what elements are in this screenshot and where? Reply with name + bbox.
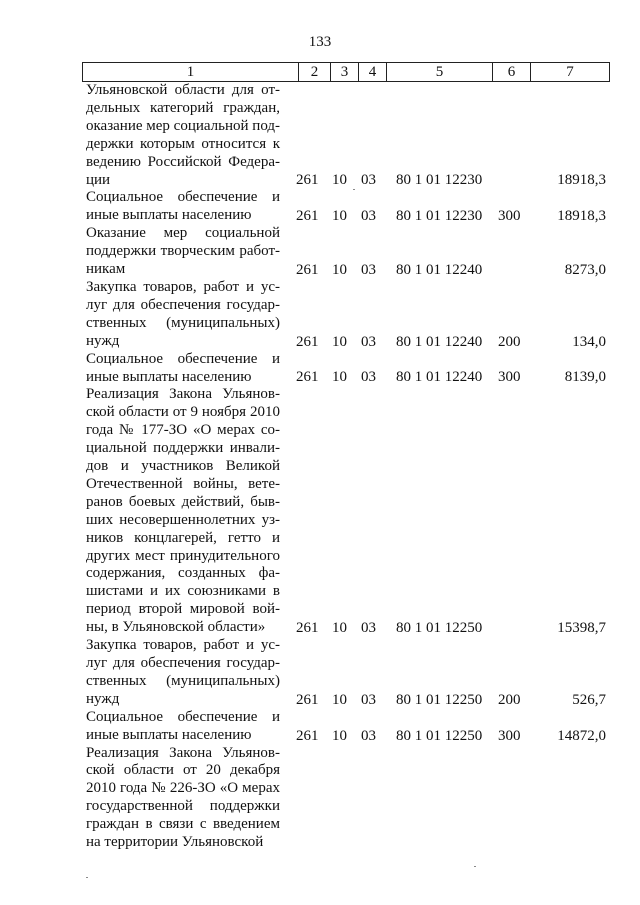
- header-col-1: 1: [83, 63, 299, 81]
- table-header: [82, 62, 610, 82]
- subsection-code: 10: [332, 208, 347, 225]
- description-line: Закупка товаров, работ и ус-: [86, 637, 280, 654]
- description-line: Социальное обеспечение и: [86, 189, 280, 206]
- header-col-4: 4: [359, 63, 387, 81]
- target-article-code: 80 1 01 12240: [396, 261, 483, 278]
- description-line: Реализация Закона Ульянов-: [86, 386, 280, 403]
- item-code: 03: [361, 691, 376, 708]
- amount-value: 14872,0: [557, 727, 606, 744]
- description-line: дов и участников Великой: [86, 458, 280, 475]
- description-line: ведению Российской Федера-: [86, 153, 280, 170]
- description-line: никам: [86, 261, 126, 278]
- amount-value: 15398,7: [557, 620, 606, 637]
- description-line: иные выплаты населению: [86, 368, 252, 385]
- row-values: [0, 834, 640, 852]
- section-code: 261: [296, 172, 319, 189]
- row-values: [0, 261, 640, 279]
- description-line: 2010 года № 226-ЗО «О мерах: [86, 780, 280, 797]
- description-line: дельных категорий граждан,: [86, 99, 280, 116]
- section-code: 261: [296, 620, 319, 637]
- subsection-code: 10: [332, 691, 347, 708]
- description-line: государственной поддержки: [86, 798, 280, 815]
- target-article-code: 80 1 01 12240: [396, 333, 483, 350]
- description-line: ников концлагерей, гетто и: [86, 529, 280, 546]
- header-col-2: 2: [299, 63, 331, 81]
- header-col-6: 6: [493, 63, 531, 81]
- header-col-5: 5: [387, 63, 493, 81]
- description-line: держки которым относится к: [86, 135, 280, 152]
- description-line: Закупка товаров, работ и ус-: [86, 278, 280, 295]
- scan-speck: [86, 877, 88, 878]
- amount-value: 526,7: [572, 691, 606, 708]
- description-line: граждан в связи с введением: [86, 816, 280, 833]
- subsection-code: 10: [332, 727, 347, 744]
- description-line: луг для обеспечения государ-: [86, 296, 280, 313]
- row-values: [0, 691, 640, 709]
- target-article-code: 80 1 01 12240: [396, 369, 483, 386]
- description-line: Социальное обеспечение и: [86, 708, 280, 725]
- description-line: иные выплаты населению: [86, 726, 252, 743]
- scan-speck: [474, 866, 476, 867]
- expense-type-code: 200: [498, 691, 521, 708]
- description-line: поддержки творческим работ-: [86, 243, 280, 260]
- expense-type-code: 200: [498, 333, 521, 350]
- table-row: [0, 279, 640, 351]
- table-row: [0, 225, 640, 279]
- header-col-7: 7: [566, 64, 574, 80]
- section-code: 261: [296, 208, 319, 225]
- page-number: 133: [308, 34, 332, 50]
- amount-value: 134,0: [572, 333, 606, 350]
- subsection-code: 10: [332, 172, 347, 189]
- description-line: луг для обеспечения государ-: [86, 655, 280, 671]
- description-line: содержания, созданных фа-: [86, 565, 280, 582]
- expense-type-code: 300: [498, 727, 521, 744]
- expense-type-code: 300: [498, 208, 521, 225]
- description-line: нужд: [86, 332, 120, 349]
- row-values: [0, 368, 640, 386]
- description-line: ших несовершеннолетних уз-: [86, 511, 280, 528]
- description-line: период второй мировой вой-: [86, 601, 280, 618]
- item-code: 03: [361, 620, 376, 637]
- description-line: ственных (муниципальных): [86, 672, 280, 689]
- description-line: Реализация Закона Ульянов-: [86, 744, 280, 761]
- description-line: ской области от 20 декабря: [86, 762, 280, 779]
- item-code: 03: [361, 172, 376, 189]
- description-line: нужд: [86, 690, 120, 707]
- description-line: Отечественной войны, вете-: [86, 475, 280, 492]
- description-line: Оказание мер социальной: [86, 225, 280, 242]
- table-row: [0, 709, 640, 745]
- row-values: [0, 619, 640, 637]
- scan-speck: [353, 189, 355, 190]
- description-line: ской области от 9 ноября 2010: [86, 404, 280, 421]
- amount-value: 18918,3: [557, 208, 606, 225]
- table-row: [0, 386, 640, 637]
- item-code: 03: [361, 333, 376, 350]
- target-article-code: 80 1 01 12250: [396, 620, 483, 637]
- table-row: [0, 637, 640, 709]
- table-row: [0, 351, 640, 387]
- item-code: 03: [361, 261, 376, 278]
- description-line: ции: [86, 171, 111, 188]
- table-row: [0, 189, 640, 225]
- target-article-code: 80 1 01 12250: [396, 691, 483, 708]
- description-line: Социальное обеспечение и: [86, 350, 280, 367]
- section-code: 261: [296, 333, 319, 350]
- description-line: шистами и их союзниками в: [86, 583, 280, 600]
- target-article-code: 80 1 01 12230: [396, 172, 483, 189]
- description-line: ранов боевых действий, быв-: [86, 493, 280, 510]
- description-line: оказание мер социальной под-: [86, 117, 281, 134]
- description-line: ны, в Ульяновской области»: [86, 619, 266, 636]
- description-line: других мест принудительного: [86, 547, 280, 564]
- target-article-code: 80 1 01 12250: [396, 727, 483, 744]
- item-code: 03: [361, 369, 376, 386]
- row-values: [0, 333, 640, 351]
- amount-value: 8273,0: [564, 261, 606, 278]
- header-col-3: 3: [331, 63, 359, 81]
- row-description: [86, 386, 280, 637]
- section-code: 261: [296, 261, 319, 278]
- section-code: 261: [296, 369, 319, 386]
- description-line: года № 177-ЗО «О мерах со-: [86, 422, 280, 439]
- table-row: [0, 82, 640, 189]
- subsection-code: 10: [332, 620, 347, 637]
- table-row: [0, 745, 640, 852]
- section-code: 261: [296, 727, 319, 744]
- row-values: [0, 171, 640, 189]
- subsection-code: 10: [332, 261, 347, 278]
- description-line: иные выплаты населению: [86, 207, 252, 224]
- subsection-code: 10: [332, 333, 347, 350]
- row-values: [0, 207, 640, 225]
- target-article-code: 80 1 01 12230: [396, 208, 483, 225]
- table-body: [0, 82, 640, 852]
- description-line: на территории Ульяновской: [86, 834, 264, 851]
- description-line: циальной поддержки инвали-: [86, 440, 280, 457]
- expense-type-code: 300: [498, 369, 521, 386]
- amount-value: 8139,0: [564, 369, 606, 386]
- description-line: ственных (муниципальных): [86, 314, 280, 331]
- section-code: 261: [296, 691, 319, 708]
- amount-value: 18918,3: [557, 172, 606, 189]
- row-values: [0, 727, 640, 745]
- subsection-code: 10: [332, 369, 347, 386]
- item-code: 03: [361, 727, 376, 744]
- item-code: 03: [361, 208, 376, 225]
- description-line: Ульяновской области для от-: [86, 82, 280, 98]
